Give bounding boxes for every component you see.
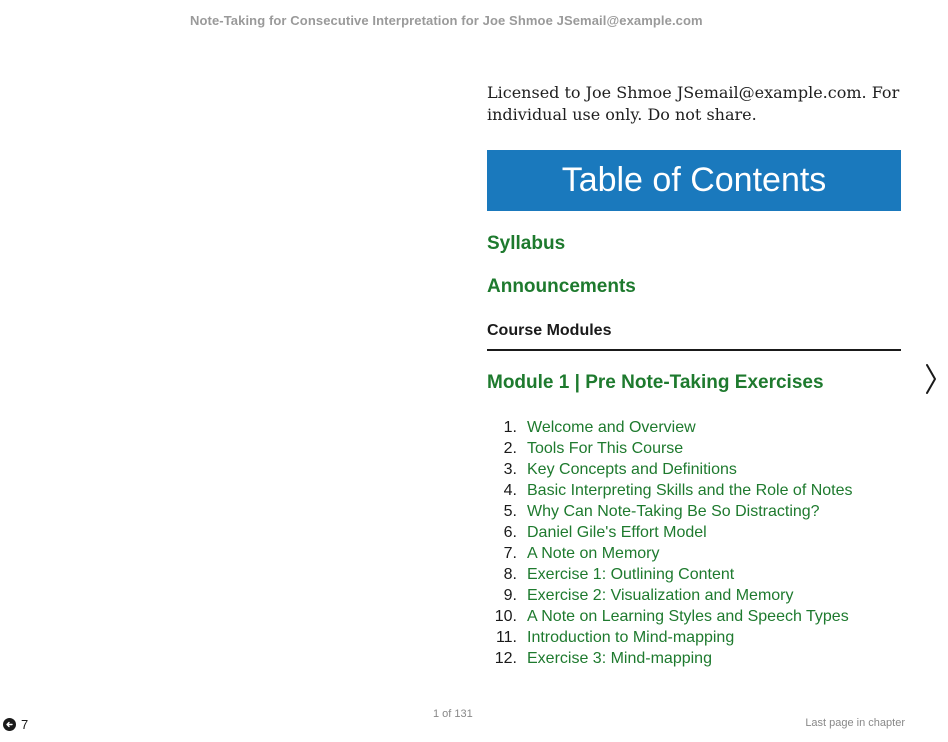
- lesson-link[interactable]: Exercise 3: Mind-mapping: [527, 649, 712, 667]
- next-page-button[interactable]: [923, 362, 939, 396]
- chapter-status: Last page in chapter: [805, 717, 905, 729]
- list-item: [487, 627, 901, 648]
- lesson-link[interactable]: A Note on Learning Styles and Speech Types: [527, 607, 849, 625]
- chevron-right-icon: [923, 362, 939, 396]
- list-item: [487, 522, 901, 543]
- lesson-link[interactable]: A Note on Memory: [527, 544, 660, 562]
- lesson-link[interactable]: Welcome and Overview: [527, 418, 696, 436]
- lesson-number: 8.: [503, 565, 517, 583]
- lesson-link[interactable]: Basic Interpreting Skills and the Role of Notes: [527, 481, 853, 499]
- lesson-number: 12.: [494, 649, 517, 667]
- lesson-number: 2.: [503, 439, 517, 457]
- lesson-number: 5.: [503, 502, 517, 520]
- lesson-number: 7.: [503, 544, 517, 562]
- announcements-link[interactable]: Announcements: [487, 276, 636, 297]
- lesson-number: 10.: [494, 607, 517, 625]
- module-1-link[interactable]: Module 1 | Pre Note-Taking Exercises: [487, 372, 824, 393]
- toc-banner: [487, 150, 901, 211]
- page-counter: 1 of 131: [433, 708, 473, 720]
- lesson-list: [487, 417, 901, 669]
- list-item: [487, 648, 901, 669]
- list-item: [487, 543, 901, 564]
- syllabus-link[interactable]: Syllabus: [487, 233, 566, 254]
- lesson-number: 6.: [503, 523, 517, 541]
- back-button[interactable]: [3, 717, 28, 732]
- list-item: [487, 480, 901, 501]
- lesson-link[interactable]: Key Concepts and Definitions: [527, 460, 737, 478]
- list-item: [487, 606, 901, 627]
- back-arrow-icon: [3, 718, 16, 731]
- course-modules-heading: Course Modules: [487, 322, 901, 351]
- lesson-number: 4.: [503, 481, 517, 499]
- lesson-link[interactable]: Exercise 1: Outlining Content: [527, 565, 735, 583]
- list-item: [487, 438, 901, 459]
- toc-title: Table of Contents: [561, 161, 827, 199]
- lesson-number: 9.: [503, 586, 517, 604]
- license-notice: Licensed to Joe Shmoe JSemail@example.com. For individual use only. Do not share.: [487, 83, 900, 124]
- lesson-number: 11.: [495, 628, 517, 646]
- list-item: [487, 585, 901, 606]
- back-count: 7: [21, 717, 29, 732]
- list-item: [487, 417, 901, 438]
- lesson-link[interactable]: Why Can Note-Taking Be So Distracting?: [527, 502, 820, 520]
- list-item: [487, 564, 901, 585]
- lesson-link[interactable]: Introduction to Mind-mapping: [527, 628, 735, 646]
- list-item: [487, 459, 901, 480]
- lesson-link[interactable]: Daniel Gile's Effort Model: [527, 523, 707, 541]
- lesson-link[interactable]: Exercise 2: Visualization and Memory: [527, 586, 794, 604]
- lesson-number: 1.: [503, 418, 517, 436]
- lesson-number: 3.: [503, 460, 517, 478]
- book-page: [487, 82, 901, 669]
- book-title: Note-Taking for Consecutive Interpretation for Joe Shmoe JSemail@example.com: [190, 13, 703, 28]
- list-item: [487, 501, 901, 522]
- lesson-link[interactable]: Tools For This Course: [527, 439, 684, 457]
